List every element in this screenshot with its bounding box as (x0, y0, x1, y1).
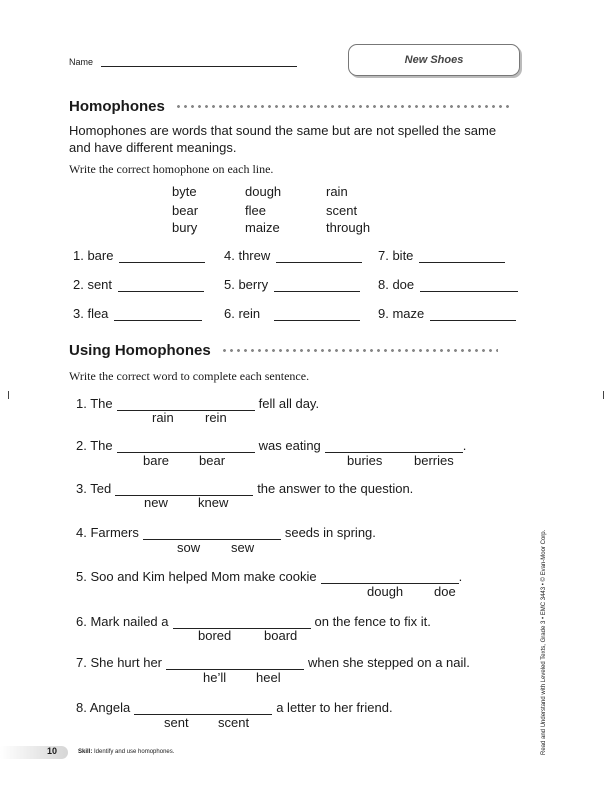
choice-word: new (144, 495, 168, 510)
choice-word: rain (152, 410, 174, 425)
choice-word: bear (199, 453, 226, 468)
sentence-7: 7. She hurt her when she stepped on a nail. (76, 655, 470, 670)
page-number: 10 (47, 746, 58, 756)
name-line[interactable] (101, 66, 297, 67)
answer-blank[interactable] (114, 308, 202, 321)
answer-blank[interactable] (276, 250, 362, 263)
choice-word: rein (205, 410, 227, 425)
homophone-item: 9. maze (378, 306, 516, 321)
word-bank-item: flee (245, 203, 266, 218)
word-bank-item: byte (172, 184, 197, 199)
homophone-item: 5. berry (224, 277, 360, 292)
sentence-6: 6. Mark nailed a on the fence to fix it. (76, 614, 431, 629)
homophone-item: 8. doe (378, 277, 518, 292)
word-bank-item: bury (172, 220, 198, 235)
homophone-item: 4. threw (224, 248, 362, 263)
answer-blank[interactable] (321, 571, 459, 584)
word-bank-item: maize (245, 220, 280, 235)
choice-word: bored (198, 628, 232, 643)
choice-word: buries (347, 453, 383, 468)
answer-blank[interactable] (134, 702, 272, 715)
homophone-item: 2. sent (73, 277, 204, 292)
margin-tick (603, 391, 604, 399)
answer-blank[interactable] (420, 279, 518, 292)
answer-blank[interactable] (430, 308, 516, 321)
choice-word: knew (198, 495, 229, 510)
sentence-8: 8. Angela a letter to her friend. (76, 700, 393, 715)
answer-blank[interactable] (143, 527, 281, 540)
skill-text: Identify and use homophones. (94, 749, 175, 755)
worksheet-title: New Shoes (348, 44, 520, 76)
homophone-item: 6. rein (224, 306, 360, 321)
sentence-3: 3. Ted the answer to the question. (76, 481, 414, 496)
choice-word: sow (177, 540, 201, 555)
intro-text: Homophones are words that sound the same but are not spelled the same and have different meanings. (69, 123, 497, 155)
section-heading-text: Homophones (69, 98, 165, 115)
margin-tick (8, 391, 9, 399)
dotted-rule (221, 348, 498, 353)
directions-text: Write the correct homophone on each line. (69, 162, 274, 176)
sentence-4: 4. Farmers seeds in spring. (76, 525, 376, 540)
homophone-item: 1. bare (73, 248, 205, 263)
page-number-tab (0, 746, 68, 759)
word-bank-item: rain (326, 184, 348, 199)
answer-blank[interactable] (274, 279, 360, 292)
choice-word: sew (231, 540, 255, 555)
choice-word: berries (414, 453, 454, 468)
word-bank-item: scent (326, 203, 358, 218)
choice-word: dough (367, 584, 404, 599)
name-label: Name (69, 57, 94, 67)
answer-blank[interactable] (325, 440, 463, 453)
answer-blank[interactable] (166, 657, 304, 670)
choice-word: he’ll (203, 670, 227, 685)
choice-word: sent (164, 715, 189, 730)
section-heading-using-homophones (69, 342, 498, 359)
answer-blank[interactable] (117, 398, 255, 411)
homophone-item: 3. flea (73, 306, 202, 321)
choice-word: scent (218, 715, 250, 730)
answer-blank[interactable] (419, 250, 505, 263)
answer-blank[interactable] (118, 279, 204, 292)
dotted-rule (175, 104, 511, 109)
skill-label: Skill: (78, 749, 93, 755)
answer-blank[interactable] (115, 483, 253, 496)
answer-blank[interactable] (119, 250, 205, 263)
sentence-5: 5. Soo and Kim helped Mom make cookie . (76, 569, 463, 584)
homophone-item: 7. bite (378, 248, 505, 263)
choice-word: doe (434, 584, 456, 599)
choice-word: heel (256, 670, 281, 685)
copyright-note: Read and Understand with Leveled Texts, Grade 3 • EMC 3443 • © Evan-Moor Corp. (541, 529, 547, 755)
choice-word: bare (143, 453, 170, 468)
section-heading-text: Using Homophones (69, 342, 211, 359)
directions-text: Write the correct word to complete each sentence. (69, 369, 310, 383)
sentence-2: 2. The was eating . (76, 438, 467, 453)
sentence-1: 1. The fell all day. (76, 396, 320, 411)
section-heading-homophones (69, 98, 511, 115)
answer-blank[interactable] (117, 440, 255, 453)
choice-word: board (264, 628, 298, 643)
skill-note (78, 749, 174, 755)
word-bank-item: through (326, 220, 371, 235)
word-bank-item: bear (172, 203, 199, 218)
word-bank-item: dough (245, 184, 282, 199)
answer-blank[interactable] (274, 308, 360, 321)
